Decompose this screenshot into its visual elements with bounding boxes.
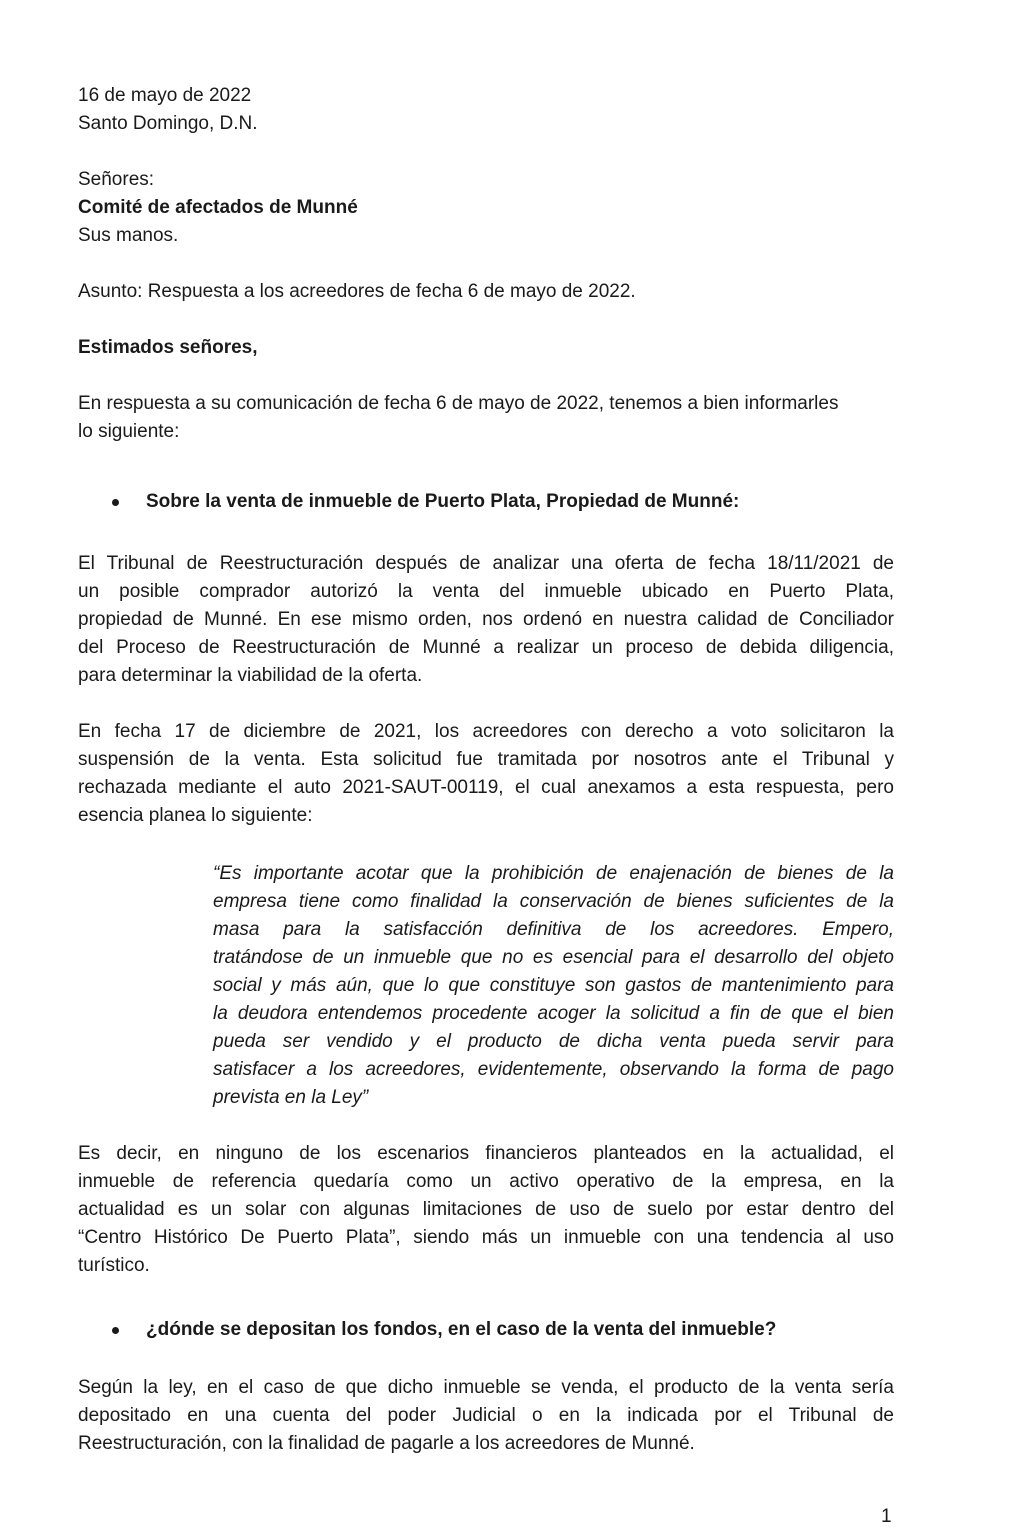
section1-heading-text: Sobre la venta de inmueble de Puerto Plata, Propiedad de Munné: (146, 491, 740, 512)
subject-text: Asunto: Respuesta a los acreedores de fecha 6 de mayo de 2022. (78, 281, 636, 302)
paragraph-line: depositado en una cuenta del poder Judicial o en la indicada por el Tribunal de (78, 1405, 894, 1426)
paragraph-line: actualidad es un solar con algunas limitaciones de uso de suelo por estar dentro del (78, 1199, 894, 1220)
recipient-salutation: Señores: (78, 169, 155, 190)
paragraph-line: Reestructuración, con la finalidad de pagarle a los acreedores de Munné. (78, 1433, 695, 1454)
paragraph-line: Es decir, en ninguno de los escenarios financieros planteados en la actualidad, el (78, 1143, 894, 1164)
quote-line: satisfacer a los acreedores, evidentemente, observando la forma de pago (213, 1059, 894, 1080)
recipient-closing: Sus manos. (78, 225, 179, 246)
paragraph-line: rechazada mediante el auto 2021-SAUT-00119, el cual anexamos a esta respuesta, pero (78, 777, 894, 798)
section2-heading-text: ¿dónde se depositan los fondos, en el caso de la venta del inmueble? (146, 1319, 777, 1340)
section2-heading (78, 1316, 894, 1344)
intro-line: lo siguiente: (78, 421, 180, 442)
section1-heading (78, 488, 894, 516)
recipient-name: Comité de afectados de Munné (78, 197, 358, 218)
paragraph-line: para determinar la viabilidad de la oferta. (78, 665, 423, 686)
greeting (78, 334, 894, 362)
letter-page (78, 82, 894, 1458)
bullet-icon (112, 499, 119, 506)
paragraph-line: del Proceso de Reestructuración de Munné a realizar un proceso de debida diligencia, (78, 637, 894, 658)
paragraph-line: propiedad de Munné. En ese mismo orden, nos ordenó en nuestra calidad de Conciliador (78, 609, 894, 630)
paragraph-line: esencia planea lo siguiente: (78, 805, 313, 826)
section2-paragraph1 (78, 1374, 894, 1458)
court-quote (213, 860, 894, 1112)
paragraph-line: inmueble de referencia quedaría como un activo operativo de la empresa, en la (78, 1171, 894, 1192)
greeting-text: Estimados señores, (78, 337, 258, 358)
quote-line: pueda ser vendido y el producto de dicha venta pueda servir para (213, 1031, 894, 1052)
intro-paragraph (78, 390, 894, 446)
quote-line: tratándose de un inmueble que no es esencial para el desarrollo del objeto (213, 947, 894, 968)
quote-line: prevista en la Ley” (213, 1087, 369, 1108)
paragraph-line: “Centro Histórico De Puerto Plata”, siendo más un inmueble con una tendencia al uso (78, 1227, 894, 1248)
subject-line (78, 278, 894, 306)
paragraph-line: suspensión de la venta. Esta solicitud fue tramitada por nosotros ante el Tribunal y (78, 749, 894, 770)
letter-place: Santo Domingo, D.N. (78, 113, 258, 134)
section1-paragraph1 (78, 550, 894, 690)
paragraph-line: un posible comprador autorizó la venta del inmueble ubicado en Puerto Plata, (78, 581, 894, 602)
recipient-block (78, 166, 894, 250)
page-number: 1 (881, 1506, 892, 1527)
letter-header (78, 82, 894, 138)
paragraph-line: turístico. (78, 1255, 150, 1276)
quote-line: social y más aún, que lo que constituye son gastos de mantenimiento para (213, 975, 894, 996)
paragraph-line: En fecha 17 de diciembre de 2021, los acreedores con derecho a voto solicitaron la (78, 721, 894, 742)
quote-line: masa para la satisfacción definitiva de los acreedores. Empero, (213, 919, 894, 940)
quote-line: la deudora entendemos procedente acoger la solicitud a fin de que el bien (213, 1003, 894, 1024)
bullet-icon (112, 1327, 119, 1334)
letter-date: 16 de mayo de 2022 (78, 85, 252, 106)
quote-line: empresa tiene como finalidad la conservación de bienes suficientes de la (213, 891, 894, 912)
paragraph-line: Según la ley, en el caso de que dicho inmueble se venda, el producto de la venta sería (78, 1377, 894, 1398)
quote-line: “Es importante acotar que la prohibición de enajenación de bienes de la (213, 863, 894, 884)
intro-line: En respuesta a su comunicación de fecha 6 de mayo de 2022, tenemos a bien informarles (78, 393, 839, 414)
paragraph-line: El Tribunal de Reestructuración después de analizar una oferta de fecha 18/11/2021 de (78, 553, 894, 574)
section1-paragraph3 (78, 1140, 894, 1280)
section1-paragraph2 (78, 718, 894, 830)
